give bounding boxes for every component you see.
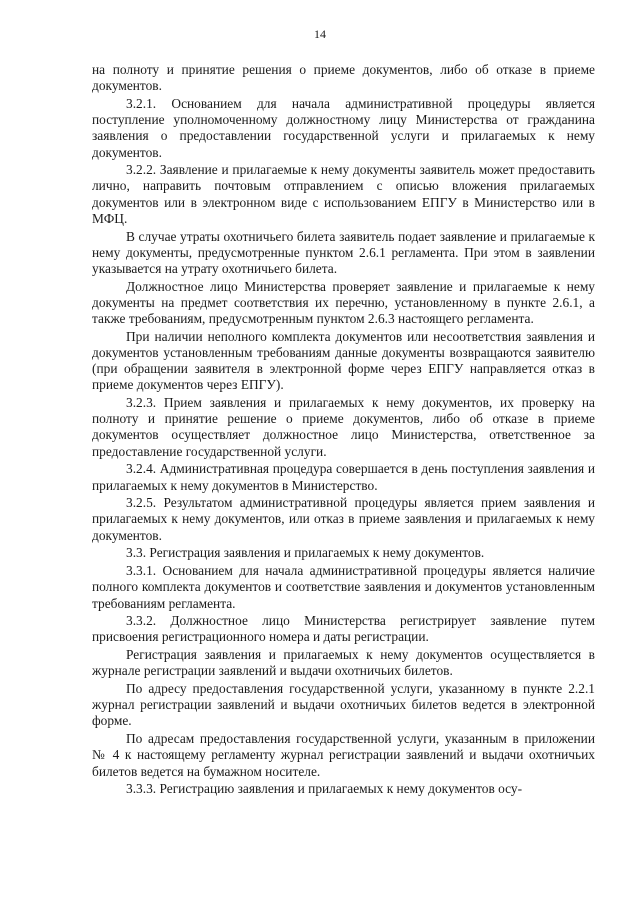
paragraph-continuation: на полноту и принятие решения о приеме документов, либо об отказе в приеме документов. <box>92 62 595 94</box>
paragraph-3-2-1: 3.2.1. Основанием для начала административной процедуры является поступление уполномоченному должностному лицу Министерства от гражданина заявления о предоставлении государственной услуги и прилагаемых к нему документов. <box>92 95 595 160</box>
paragraph-incomplete-set: При наличии неполного комплекта документов или несоответствия заявления и документов установленным требованиям данные документы возвращаются заявителю (при обращении заявителя в электронной форме через ЕПГУ направляется отказ в приеме документов через ЕПГУ). <box>92 328 595 393</box>
paragraph-lost-ticket: В случае утраты охотничьего билета заявитель подает заявление и прилагаемые к нему документы, предусмотренные пунктом 2.6.1 регламента. При этом в заявлении указывается на утрату охотничьего билета. <box>92 228 595 276</box>
paragraph-3-3-1: 3.3.1. Основанием для начала административной процедуры является наличие полного комплекта документов и соответствие заявления и документов установленным требованиям регламента. <box>92 563 595 611</box>
paragraph-registration-journal: Регистрация заявления и прилагаемых к нему документов осуществляется в журнале регистрации заявлений и выдачи охотничьих билетов. <box>92 647 595 679</box>
page-number: 14 <box>314 27 326 41</box>
document-body <box>92 62 595 799</box>
paragraph-3-3-2: 3.3.2. Должностное лицо Министерства регистрирует заявление путем присвоения регистрационного номера и даты регистрации. <box>92 613 595 645</box>
paragraph-3-2-2: 3.2.2. Заявление и прилагаемые к нему документы заявитель может предоставить лично, направить почтовым отправлением с описью вложения прилагаемых документов или в электронном виде с использованием ЕПГУ в Министерство или в МФЦ. <box>92 162 595 226</box>
paragraph-electronic-journal: По адресу предоставления государственной услуги, указанному в пункте 2.2.1 журнал регистрации заявлений и выдачи охотничьих билетов ведется в электронной форме. <box>92 681 595 729</box>
paragraph-3-2-4: 3.2.4. Административная процедура совершается в день поступления заявления и прилагаемых к нему документов в Министерство. <box>92 461 595 493</box>
heading-3-3: 3.3. Регистрация заявления и прилагаемых к нему документов. <box>126 545 485 561</box>
paragraph-paper-journal: По адресам предоставления государственной услуги, указанным в приложении № 4 к настоящему регламенту журнал регистрации заявлений и выдачи охотничьих билетов ведется на бумажном носителе. <box>92 731 595 779</box>
paragraph-3-3-3: 3.3.3. Регистрацию заявления и прилагаемых к нему документов осу- <box>126 781 523 797</box>
paragraph-3-2-5: 3.2.5. Результатом административной процедуры является прием заявления и прилагаемых к нему документов, или отказ в приеме заявления и прилагаемых к нему документов. <box>92 495 595 543</box>
paragraph-3-2-3: 3.2.3. Прием заявления и прилагаемых к нему документов, их проверку на полноту и принятие решение о приеме документов, либо об отказе в приеме документов осуществляет должностное лицо Министерства, ответственное за предоставление государственной услуги. <box>92 395 595 459</box>
paragraph-official-check: Должностное лицо Министерства проверяет заявление и прилагаемые к нему документы на предмет соответствия их перечню, установленному в пункте 2.6.1, а также требованиям, предусмотренным пунктом 2.6.3 настоящего регламента. <box>92 278 595 327</box>
